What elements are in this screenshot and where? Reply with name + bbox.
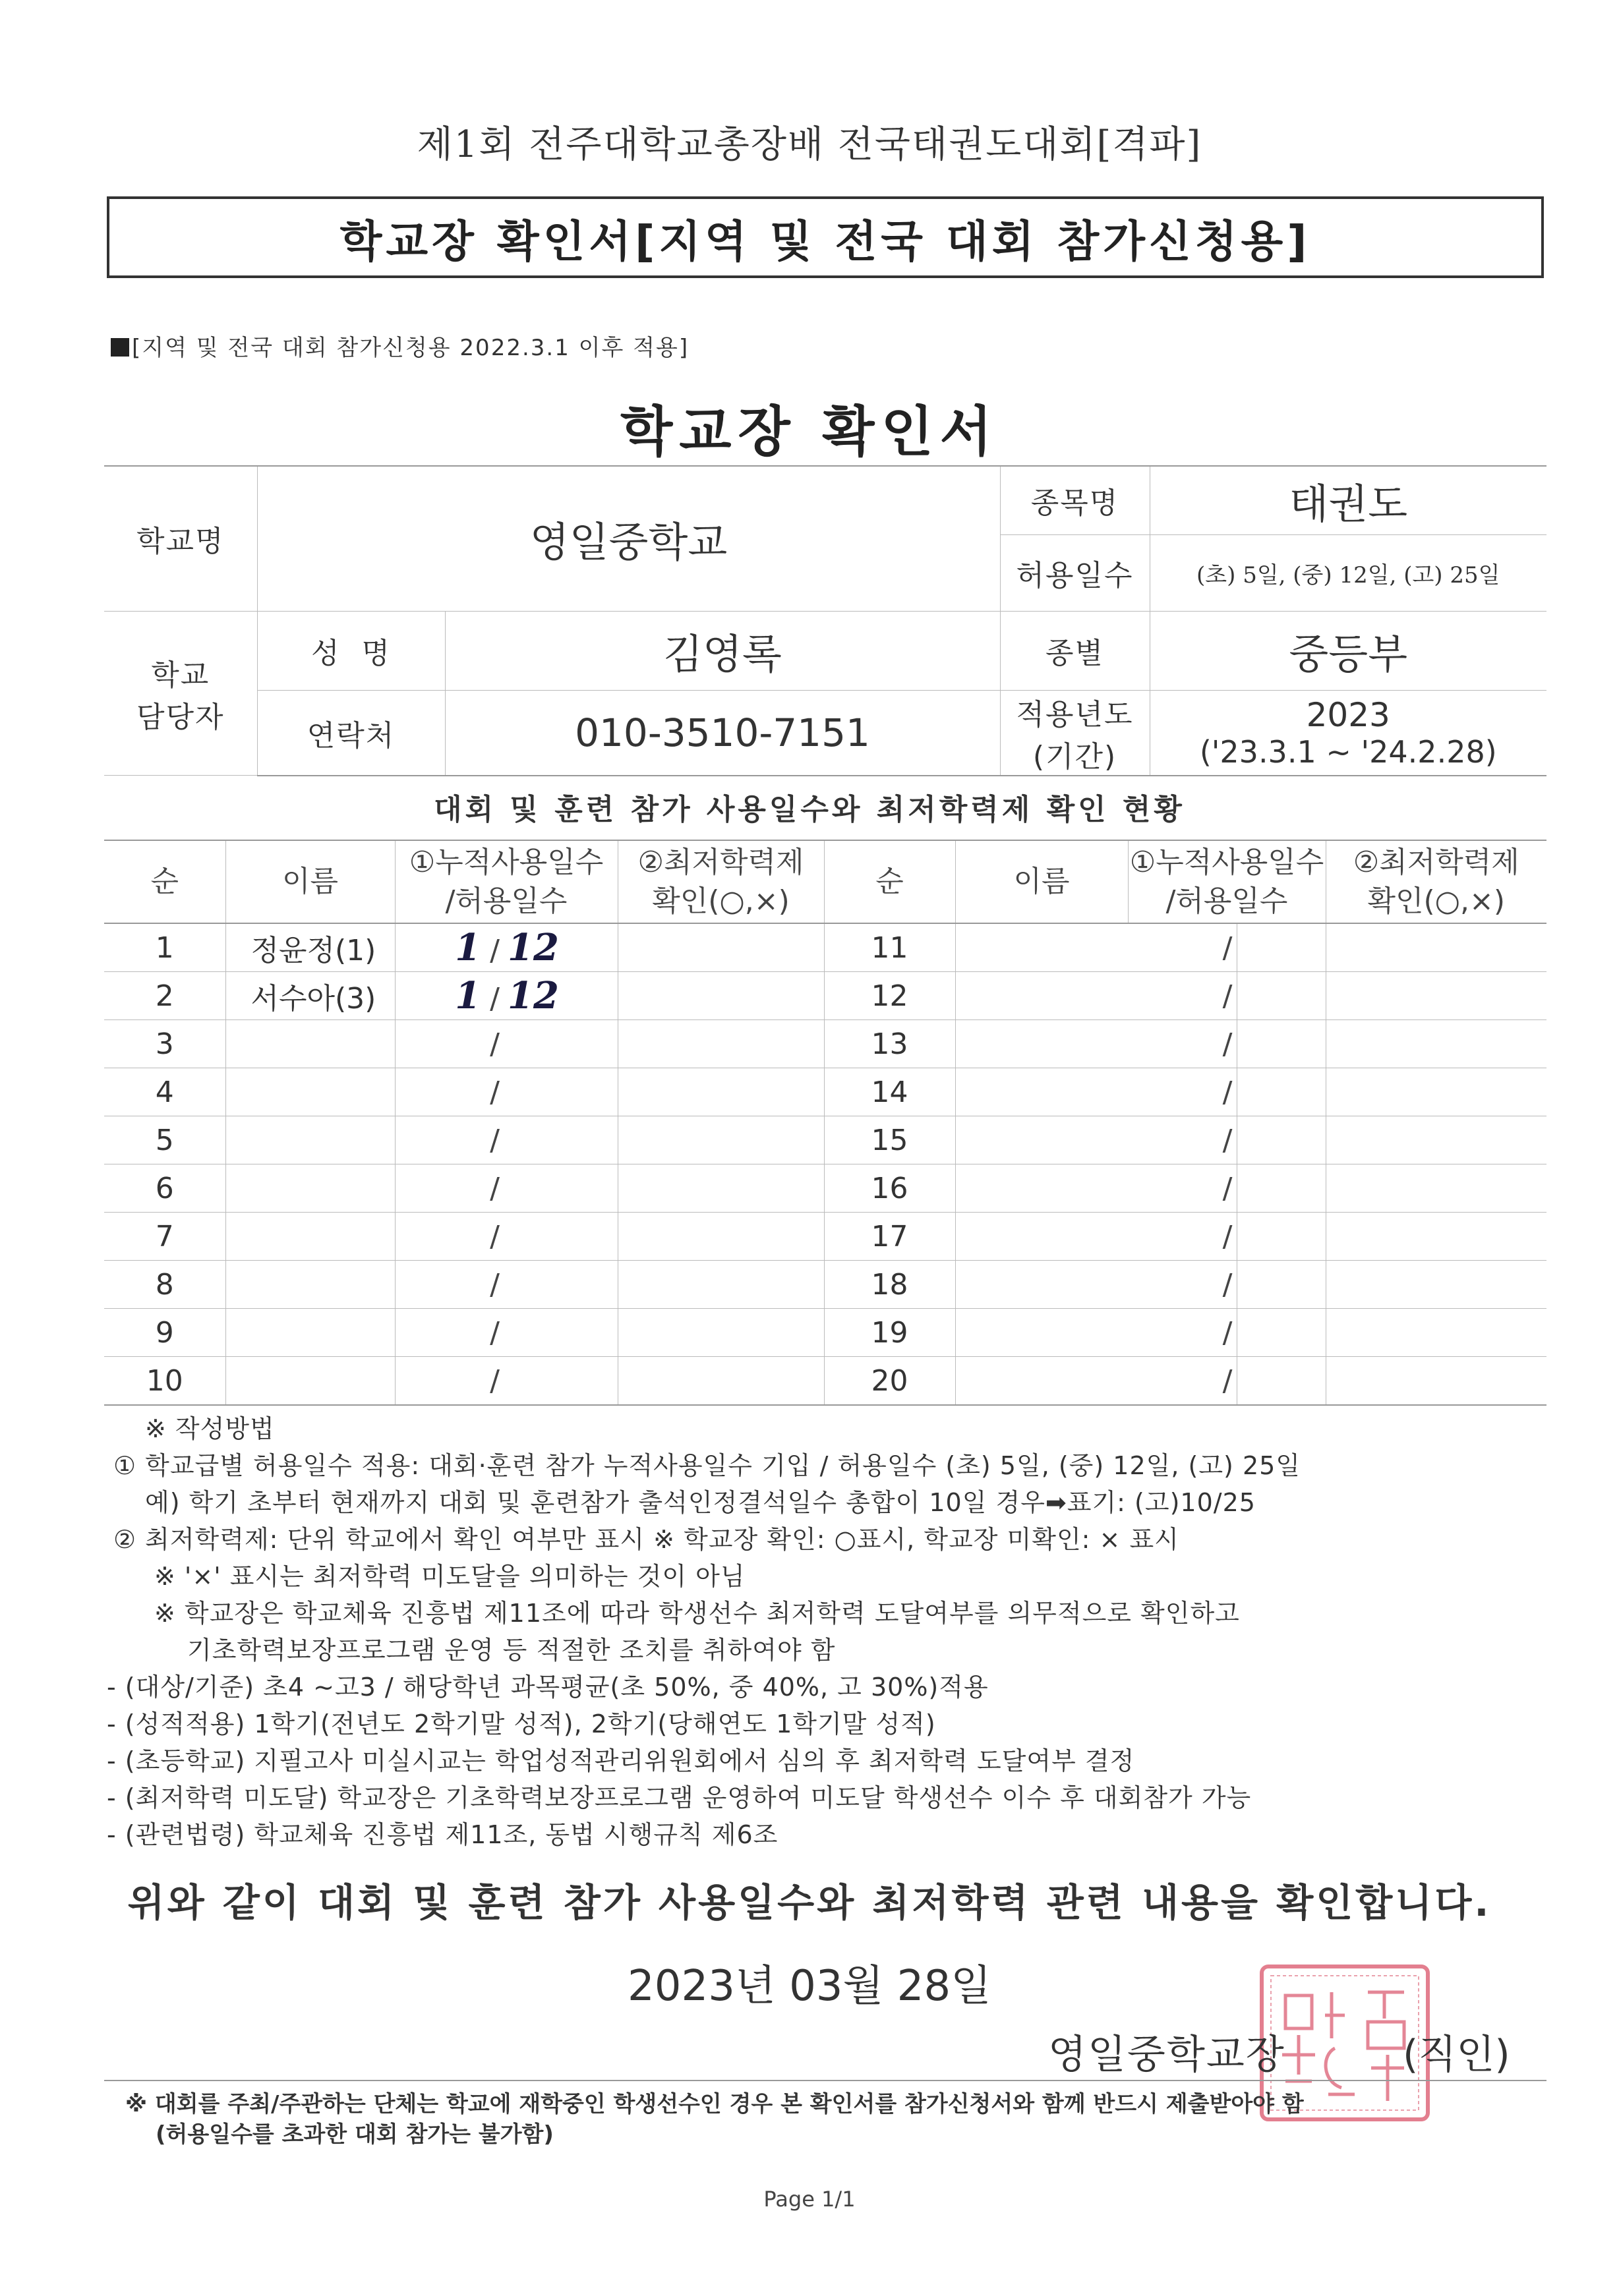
row-number: 14 xyxy=(824,1068,955,1116)
row-number: 5 xyxy=(104,1116,225,1164)
notice-text: [지역 및 전국 대회 참가신청용 2022.3.1 이후 적용] xyxy=(132,335,690,361)
athlete-name xyxy=(955,923,1128,972)
allowed-days-cell xyxy=(504,1164,618,1213)
used-days-cell xyxy=(1128,1020,1237,1068)
contact-person-label-line2: 담당자 xyxy=(136,700,225,734)
instruction-item: ※ 학교장은 학교체육 진흥법 제11조에 따라 학생선수 최저학력 도달여부를 의무적으로 확인하고 xyxy=(154,1599,1240,1628)
min-academic-check xyxy=(618,1213,824,1261)
year: 2023 xyxy=(1306,695,1390,734)
row-number: 6 xyxy=(104,1164,225,1213)
instruction-item: - (대상/기준) 초4 ~고3 / 해당학년 과목평균(초 50%, 중 40%, 고 30%)적용 xyxy=(107,1673,989,1702)
allowed-days-cell xyxy=(1237,1309,1326,1357)
allowed-days: 12 xyxy=(508,974,559,1018)
min-academic-check xyxy=(1326,1261,1546,1309)
slash-separator: / xyxy=(1222,1027,1233,1061)
slash-separator: / xyxy=(1222,1123,1233,1157)
slash-separator: / xyxy=(490,982,500,1016)
athlete-name xyxy=(955,1261,1128,1309)
year-label-line2: (기간) xyxy=(1032,739,1117,774)
allowed-days-cell xyxy=(1237,1020,1326,1068)
used-days-cell xyxy=(1128,1357,1237,1406)
min-academic-check xyxy=(1326,1164,1546,1213)
instruction-item: ※ '×' 표시는 최저학력 미도달을 의미하는 것이 아님 xyxy=(154,1562,746,1591)
header-used-left xyxy=(395,840,618,923)
slash-separator: / xyxy=(1222,979,1233,1013)
instruction-item: 기초학력보장프로그램 운영 등 적절한 조치를 취하여야 함 xyxy=(187,1636,836,1665)
signature-date: 2023년 03월 28일 xyxy=(628,1962,991,2011)
seal-label: (직인) xyxy=(1403,2032,1510,2078)
slash-separator: / xyxy=(490,1123,500,1157)
used-days-cell xyxy=(395,1020,504,1068)
row-number: 1 xyxy=(104,923,225,972)
used-days: 1 xyxy=(455,974,481,1018)
athlete-name xyxy=(955,1213,1128,1261)
period: ('23.3.1 ~ '24.2.28) xyxy=(1199,733,1497,770)
min-academic-check xyxy=(618,1309,824,1357)
instruction-item: - (관련법령) 학교체육 진흥법 제11조, 동법 시행규칙 제6조 xyxy=(107,1820,779,1849)
school-name: 영일중학교 xyxy=(257,466,1000,611)
row-number: 16 xyxy=(824,1164,955,1213)
header-min-left-line1: ②최저학력제 xyxy=(637,845,804,879)
instruction-item: - (성적적용) 1학기(전년도 2학기말 성적), 2학기(당해연도 1학기말 성적) xyxy=(107,1709,936,1738)
table-row xyxy=(104,1261,1546,1309)
used-days-cell xyxy=(395,923,504,972)
phone-label: 연락처 xyxy=(257,690,445,776)
phone-value: 010-3510-7151 xyxy=(445,690,1000,776)
min-academic-check xyxy=(1326,1213,1546,1261)
instruction-item: - (초등학교) 지필고사 미실시교는 학업성적관리위원회에서 심의 후 최저학력 도달여부 결정 xyxy=(107,1746,1135,1775)
header-used-right xyxy=(1128,840,1326,923)
table-row xyxy=(104,1164,1546,1213)
used-days-cell xyxy=(1128,1261,1237,1309)
allowed-days-cell xyxy=(1237,972,1326,1020)
year-value xyxy=(1150,690,1546,776)
header-min-right-line1: ②최저학력제 xyxy=(1353,845,1519,879)
used-days-cell xyxy=(395,1261,504,1309)
athlete-name xyxy=(225,1020,395,1068)
athlete-name xyxy=(225,1164,395,1213)
page-number: Page 1/1 xyxy=(763,2187,856,2212)
table-row xyxy=(104,923,1546,972)
used-days-cell xyxy=(395,1164,504,1213)
used-days: 1 xyxy=(455,926,481,969)
slash-separator: / xyxy=(1222,1363,1233,1398)
used-days-cell xyxy=(395,1213,504,1261)
min-academic-check xyxy=(618,1261,824,1309)
allowed-days-cell xyxy=(1237,1213,1326,1261)
athlete-name xyxy=(225,1068,395,1116)
header-min-right-line2: 확인(○,×) xyxy=(1367,884,1506,918)
min-academic-check xyxy=(1326,972,1546,1020)
used-days-cell xyxy=(395,972,504,1020)
row-number: 20 xyxy=(824,1357,955,1406)
allowed-days-cell xyxy=(1237,1068,1326,1116)
divider xyxy=(104,2080,1546,2081)
division-value: 중등부 xyxy=(1150,611,1546,690)
row-number: 15 xyxy=(824,1116,955,1164)
year-label-line1: 적용년도 xyxy=(1016,697,1134,732)
table-row xyxy=(104,1357,1546,1406)
allowed-days-cell xyxy=(1237,923,1326,972)
row-number: 10 xyxy=(104,1357,225,1406)
division-label: 종별 xyxy=(1000,611,1150,690)
min-academic-check xyxy=(618,1164,824,1213)
min-academic-check xyxy=(618,1068,824,1116)
header-name-left: 이름 xyxy=(225,840,395,923)
min-academic-check xyxy=(1326,1068,1546,1116)
instruction-item: - (최저학력 미도달) 학교장은 기초학력보장프로그램 운영하여 미도달 학생선수 이수 후 대회참가 가능 xyxy=(107,1783,1252,1812)
section-title: 대회 및 훈련 참가 사용일수와 최저학력제 확인 현황 xyxy=(434,793,1185,826)
slash-separator: / xyxy=(1222,1171,1233,1205)
athlete-name xyxy=(225,1116,395,1164)
athlete-name xyxy=(225,1309,395,1357)
row-number: 9 xyxy=(104,1309,225,1357)
row-number: 4 xyxy=(104,1068,225,1116)
athlete-name: 서수아(3) xyxy=(225,972,395,1020)
athlete-name xyxy=(955,1116,1128,1164)
min-academic-check xyxy=(618,923,824,972)
sport-value: 태권도 xyxy=(1150,466,1546,534)
slash-separator: / xyxy=(490,1267,500,1302)
used-days-cell xyxy=(1128,1164,1237,1213)
allowed-days: 12 xyxy=(508,926,559,969)
athlete-name: 정윤정(1) xyxy=(225,923,395,972)
event-title: 제1회 전주대학교총장배 전국태권도대회[격파] xyxy=(417,123,1202,166)
athlete-name xyxy=(955,1357,1128,1406)
allowed-days-cell xyxy=(504,1068,618,1116)
participation-table xyxy=(104,840,1546,1406)
table-body xyxy=(104,923,1546,1405)
allowed-days-cell xyxy=(1237,1116,1326,1164)
allowed-days-cell xyxy=(504,1213,618,1261)
school-label: 학교명 xyxy=(104,466,257,611)
used-days-cell xyxy=(395,1309,504,1357)
slash-separator: / xyxy=(490,1219,500,1253)
allowed-days-cell xyxy=(1237,1261,1326,1309)
instruction-heading: ※ 작성방법 xyxy=(145,1414,275,1443)
year-label xyxy=(1000,690,1150,776)
slash-separator: / xyxy=(1222,931,1233,965)
confirmation-statement: 위와 같이 대회 및 훈련 참가 사용일수와 최저학력 관련 내용을 확인합니다. xyxy=(127,1880,1492,1925)
athlete-name xyxy=(955,972,1128,1020)
table-row xyxy=(104,1020,1546,1068)
slash-separator: / xyxy=(1222,1315,1233,1350)
used-days-cell xyxy=(395,1068,504,1116)
slash-separator: / xyxy=(490,1075,500,1109)
header-used-left-line1: ①누적사용일수 xyxy=(409,845,604,879)
slash-separator: / xyxy=(490,1171,500,1205)
used-days-cell xyxy=(1128,1116,1237,1164)
athlete-name xyxy=(955,1164,1128,1213)
table-row xyxy=(104,1116,1546,1164)
allow-label: 허용일수 xyxy=(1000,534,1150,611)
allowed-days-cell xyxy=(504,1020,618,1068)
contact-person-label xyxy=(104,611,257,776)
slash-separator: / xyxy=(1222,1267,1233,1302)
row-number: 2 xyxy=(104,972,225,1020)
min-academic-check xyxy=(618,1020,824,1068)
used-days-cell xyxy=(1128,1068,1237,1116)
min-academic-check xyxy=(1326,1309,1546,1357)
min-academic-check xyxy=(618,1357,824,1406)
allowed-days-cell xyxy=(1237,1357,1326,1406)
row-number: 18 xyxy=(824,1261,955,1309)
document-title: 학교장 확인서 xyxy=(620,401,999,463)
allowed-days-cell xyxy=(504,923,618,972)
instruction-item: 예) 학기 초부터 현재까지 대회 및 훈련참가 출석인정결석일수 총합이 10일 경우➡표기: (고)10/25 xyxy=(145,1488,1256,1517)
table-row xyxy=(104,972,1546,1020)
instruction-item: ② 최저학력제: 단위 학교에서 확인 여부만 표시 ※ 학교장 확인: ○표시, 학교장 미확인: × 표시 xyxy=(113,1525,1179,1554)
min-academic-check xyxy=(1326,923,1546,972)
athlete-name xyxy=(955,1309,1128,1357)
row-number: 12 xyxy=(824,972,955,1020)
square-bullet-icon xyxy=(111,338,129,357)
slash-separator: / xyxy=(490,1315,500,1350)
athlete-name xyxy=(225,1357,395,1406)
sport-label: 종목명 xyxy=(1000,466,1150,534)
signer-title: 영일중학교장 xyxy=(1048,2032,1285,2078)
header-min-left xyxy=(618,840,824,923)
slash-separator: / xyxy=(490,1363,500,1398)
used-days-cell xyxy=(1128,1213,1237,1261)
min-academic-check xyxy=(1326,1116,1546,1164)
min-academic-check xyxy=(1326,1357,1546,1406)
allowed-days-cell xyxy=(504,1309,618,1357)
contact-person-label-line1: 학교 xyxy=(151,658,210,692)
min-academic-check xyxy=(1326,1020,1546,1068)
allowed-days-cell xyxy=(504,972,618,1020)
used-days-cell xyxy=(1128,1309,1237,1357)
row-number: 17 xyxy=(824,1213,955,1261)
form-banner: 학교장 확인서[지역 및 전국 대회 참가신청용] xyxy=(107,196,1544,278)
used-days-cell xyxy=(1128,972,1237,1020)
contact-name: 김영록 xyxy=(445,611,1000,690)
header-name-right: 이름 xyxy=(955,840,1128,923)
slash-separator: / xyxy=(490,934,500,967)
header-no-right: 순 xyxy=(824,840,955,923)
athlete-name xyxy=(225,1213,395,1261)
table-row xyxy=(104,1068,1546,1116)
row-number: 8 xyxy=(104,1261,225,1309)
notice-line xyxy=(111,330,689,362)
header-no-left: 순 xyxy=(104,840,225,923)
allowed-days-cell xyxy=(504,1261,618,1309)
row-number: 11 xyxy=(824,923,955,972)
row-number: 3 xyxy=(104,1020,225,1068)
row-number: 19 xyxy=(824,1309,955,1357)
athlete-name xyxy=(955,1068,1128,1116)
footer-note xyxy=(125,2089,1536,2150)
used-days-cell xyxy=(395,1357,504,1406)
table-row xyxy=(104,1213,1546,1261)
used-days-cell xyxy=(1128,923,1237,972)
slash-separator: / xyxy=(1222,1219,1233,1253)
allowed-days-cell xyxy=(504,1357,618,1406)
min-academic-check xyxy=(618,972,824,1020)
athlete-name xyxy=(225,1261,395,1309)
header-used-left-line2: /허용일수 xyxy=(445,884,568,918)
row-number: 13 xyxy=(824,1020,955,1068)
allowed-days-cell xyxy=(504,1116,618,1164)
allowed-days-cell xyxy=(1237,1164,1326,1213)
instructions xyxy=(107,1410,1550,1853)
header-min-right xyxy=(1326,840,1546,923)
row-number: 7 xyxy=(104,1213,225,1261)
slash-separator: / xyxy=(1222,1075,1233,1109)
athlete-name xyxy=(955,1020,1128,1068)
header-used-right-line2: /허용일수 xyxy=(1165,884,1288,918)
header-used-right-line1: ①누적사용일수 xyxy=(1129,845,1324,879)
name-label: 성 명 xyxy=(257,611,445,690)
footer-line-2: (허용일수를 초과한 대회 참가는 불가함) xyxy=(156,2121,554,2148)
used-days-cell xyxy=(395,1116,504,1164)
allow-value: (초) 5일, (중) 12일, (고) 25일 xyxy=(1150,534,1546,611)
min-academic-check xyxy=(618,1116,824,1164)
header-min-left-line2: 확인(○,×) xyxy=(652,884,790,918)
slash-separator: / xyxy=(490,1027,500,1061)
table-row xyxy=(104,1309,1546,1357)
footer-line-1: ※ 대회를 주최/주관하는 단체는 학교에 재학중인 학생선수인 경우 본 확인서를 참가신청서와 함께 반드시 제출받아야 함 xyxy=(125,2091,1304,2117)
info-table xyxy=(104,465,1546,776)
instruction-item: ① 학교급별 허용일수 적용: 대회·훈련 참가 누적사용일수 기입 / 허용일수 (초) 5일, (중) 12일, (고) 25일 xyxy=(113,1451,1301,1480)
